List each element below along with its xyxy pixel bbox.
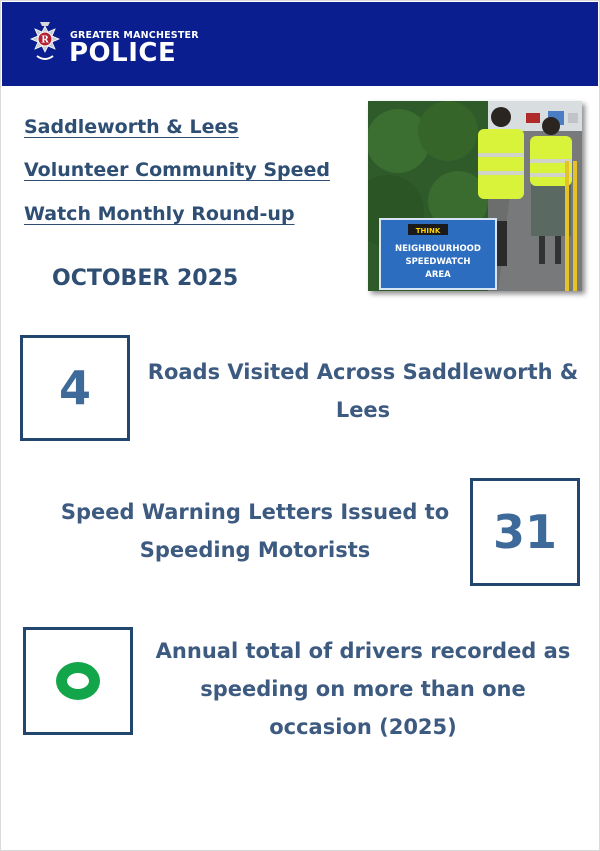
stat-label-roads: Roads Visited Across Saddleworth & Lees xyxy=(147,360,579,422)
report-month: OCTOBER 2025 xyxy=(52,266,239,291)
sign-think: THINK xyxy=(415,227,441,235)
stat-value-roads: 4 xyxy=(58,361,91,415)
stat-box-repeat-offenders xyxy=(23,627,133,735)
stat-label-repeat-offenders: Annual total of drivers recorded as speeding on more than one occasion (2025) xyxy=(155,639,571,739)
title-line-2: Volunteer Community Speed xyxy=(24,159,331,181)
stat-box-letters xyxy=(470,478,580,586)
sign-line-1: NEIGHBOURHOOD xyxy=(395,244,481,254)
stat-value-repeat-offenders xyxy=(56,662,100,700)
title-line-3: Watch Monthly Round-up xyxy=(24,203,295,225)
speedwatch-photo xyxy=(368,101,582,291)
sign-line-3: AREA xyxy=(425,270,451,280)
sign-line-2: SPEEDWATCH xyxy=(405,257,471,267)
stat-label-letters: Speed Warning Letters Issued to Speeding Motorists xyxy=(60,500,450,562)
brand-subtitle: GREATER MANCHESTER xyxy=(70,30,199,41)
title-line-1: Saddleworth & Lees xyxy=(24,116,239,138)
stat-value-letters: 31 xyxy=(492,505,557,559)
header-banner xyxy=(2,2,598,86)
stat-box-roads xyxy=(20,335,130,441)
brand-title: POLICE xyxy=(69,38,177,68)
police-crest-icon xyxy=(27,20,63,64)
speedwatch-photo-illustration xyxy=(368,101,582,291)
svg-text:R: R xyxy=(41,35,49,46)
